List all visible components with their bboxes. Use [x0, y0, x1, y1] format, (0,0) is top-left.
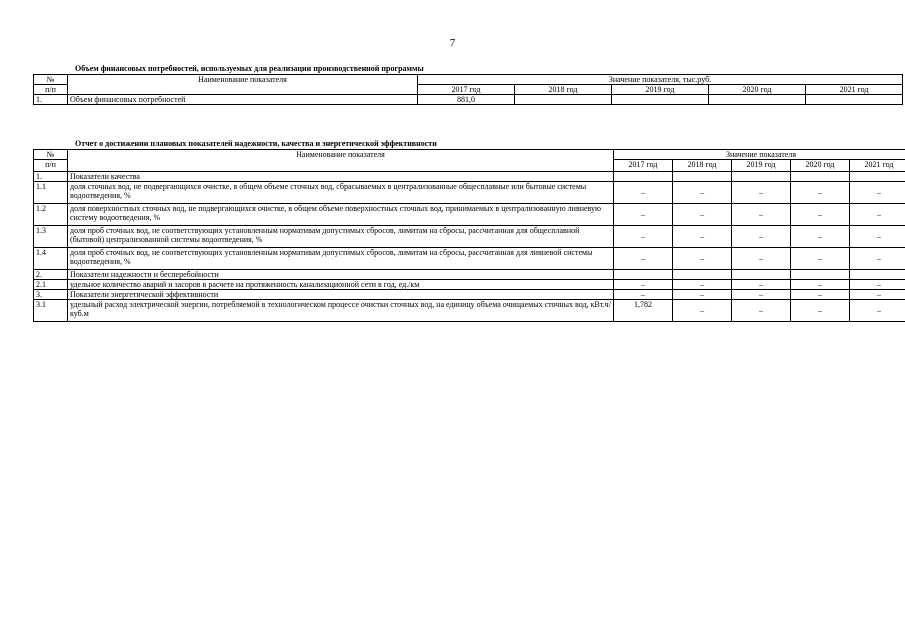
row-value — [791, 172, 850, 182]
row-value — [850, 172, 905, 182]
row-value: – — [614, 182, 673, 204]
table-row — [34, 204, 905, 226]
row-value: – — [614, 226, 673, 248]
row-number: 2.1 — [34, 280, 68, 290]
header-name: Наименование показателя — [68, 150, 614, 172]
year-header: 2020 год — [791, 160, 850, 172]
year-header: 2019 год — [732, 160, 791, 172]
row-value — [612, 95, 709, 105]
row-number: 1.1 — [34, 182, 68, 204]
row-value: – — [850, 226, 905, 248]
row-number: 2. — [34, 270, 68, 280]
row-value: – — [791, 300, 850, 322]
header-num-line1: № — [34, 75, 68, 85]
row-value: – — [732, 300, 791, 322]
indicators-table — [33, 149, 905, 322]
row-number: 3. — [34, 290, 68, 300]
row-value: – — [850, 280, 905, 290]
year-header: 2017 год — [418, 85, 515, 95]
header-num-line2: п/п — [34, 160, 68, 172]
header-name: Наименование показателя — [68, 75, 418, 95]
row-value: – — [614, 248, 673, 270]
row-value: – — [850, 290, 905, 300]
row-value: – — [732, 290, 791, 300]
row-name: Показатели качества — [68, 172, 614, 182]
row-value — [732, 172, 791, 182]
row-value: – — [732, 248, 791, 270]
row-number: 1.4 — [34, 248, 68, 270]
row-value: – — [673, 182, 732, 204]
row-name: Показатели энергетической эффективности — [68, 290, 614, 300]
row-value — [614, 172, 673, 182]
row-name: Объем финансовых потребностей — [68, 95, 418, 105]
row-value: – — [673, 248, 732, 270]
table-row — [34, 182, 905, 204]
table1-title: Объем финансовых потребностей, используемых для реализации производственной программы — [75, 64, 424, 73]
row-value: – — [791, 248, 850, 270]
year-header: 2021 год — [850, 160, 905, 172]
row-value: 881,0 — [418, 95, 515, 105]
row-value: – — [673, 280, 732, 290]
row-name: доля поверхностных сточных вод, не подвергающихся очистке, в общем объеме поверхностных сточных вод, принимаемых в централизованную ливневую систему водоотведения, % — [68, 204, 614, 226]
year-header: 2018 год — [673, 160, 732, 172]
row-value: – — [850, 182, 905, 204]
row-value: – — [732, 280, 791, 290]
row-value: – — [791, 280, 850, 290]
header-num-line2: п/п — [34, 85, 68, 95]
row-value: – — [850, 204, 905, 226]
row-value: – — [673, 300, 732, 322]
row-value: – — [673, 226, 732, 248]
row-value: – — [791, 290, 850, 300]
row-value: – — [791, 204, 850, 226]
row-name: удельный расход электрической энергии, потребляемой в технологическом процессе очистки сточных вод, на единицу объема очищаемых сточных вод, кВт.ч/куб.м — [68, 300, 614, 322]
row-name: Показатели надежности и бесперебойности — [68, 270, 614, 280]
row-name: доля проб сточных вод, не соответствующих установленным нормативам допустимых сбросов, лимитам на сбросы, рассчитанная для ливневой системы водоотведения, % — [68, 248, 614, 270]
year-header: 2017 год — [614, 160, 673, 172]
row-value — [806, 95, 903, 105]
table-row — [34, 95, 903, 105]
row-value — [614, 270, 673, 280]
table-row — [34, 248, 905, 270]
header-num-line1: № — [34, 150, 68, 160]
row-value — [850, 270, 905, 280]
row-number: 1. — [34, 95, 68, 105]
row-value — [732, 270, 791, 280]
row-value: – — [614, 290, 673, 300]
header-value-group: Значение показателя — [614, 150, 905, 160]
row-value: – — [850, 248, 905, 270]
table-row — [34, 290, 905, 300]
header-value-group: Значение показателя, тыс.руб. — [418, 75, 903, 85]
row-number: 1. — [34, 172, 68, 182]
row-value: – — [732, 182, 791, 204]
row-value: – — [732, 226, 791, 248]
row-name: доля сточных вод, не подвергающихся очистке, в общем объеме сточных вод, сбрасываемых в централизованные общесплавные или бытовые системы водоотведения, % — [68, 182, 614, 204]
row-value — [673, 172, 732, 182]
year-header: 2020 год — [709, 85, 806, 95]
row-number: 3.1 — [34, 300, 68, 322]
row-value — [673, 270, 732, 280]
row-value: – — [791, 182, 850, 204]
row-value: 1,782 — [614, 300, 673, 322]
year-header: 2018 год — [515, 85, 612, 95]
table-row — [34, 300, 905, 322]
financial-needs-table — [33, 74, 903, 105]
page-number: 7 — [449, 37, 456, 49]
year-header: 2019 год — [612, 85, 709, 95]
row-value: – — [673, 204, 732, 226]
table-row — [34, 226, 905, 248]
table-row — [34, 172, 905, 182]
year-header: 2021 год — [806, 85, 903, 95]
row-value — [791, 270, 850, 280]
row-value: – — [614, 204, 673, 226]
row-name: удельное количество аварий и засоров в расчете на протяженность канализационной сети в год, ед./км — [68, 280, 614, 290]
row-value: – — [850, 300, 905, 322]
row-name: доля проб сточных вод, не соответствующих установленным нормативам допустимых сбросов, лимитам на сбросы, рассчитанная для общесплавной (бытовой) централизованной системы водоотведения, % — [68, 226, 614, 248]
row-value: – — [614, 280, 673, 290]
row-value — [515, 95, 612, 105]
table2-title: Отчет о достижении плановых показателей надежности, качества и энергетической эффективности — [75, 139, 437, 148]
row-value: – — [673, 290, 732, 300]
row-value: – — [732, 204, 791, 226]
row-number: 1.2 — [34, 204, 68, 226]
table-row — [34, 280, 905, 290]
row-value: – — [791, 226, 850, 248]
row-number: 1.3 — [34, 226, 68, 248]
row-value — [709, 95, 806, 105]
table-row — [34, 270, 905, 280]
